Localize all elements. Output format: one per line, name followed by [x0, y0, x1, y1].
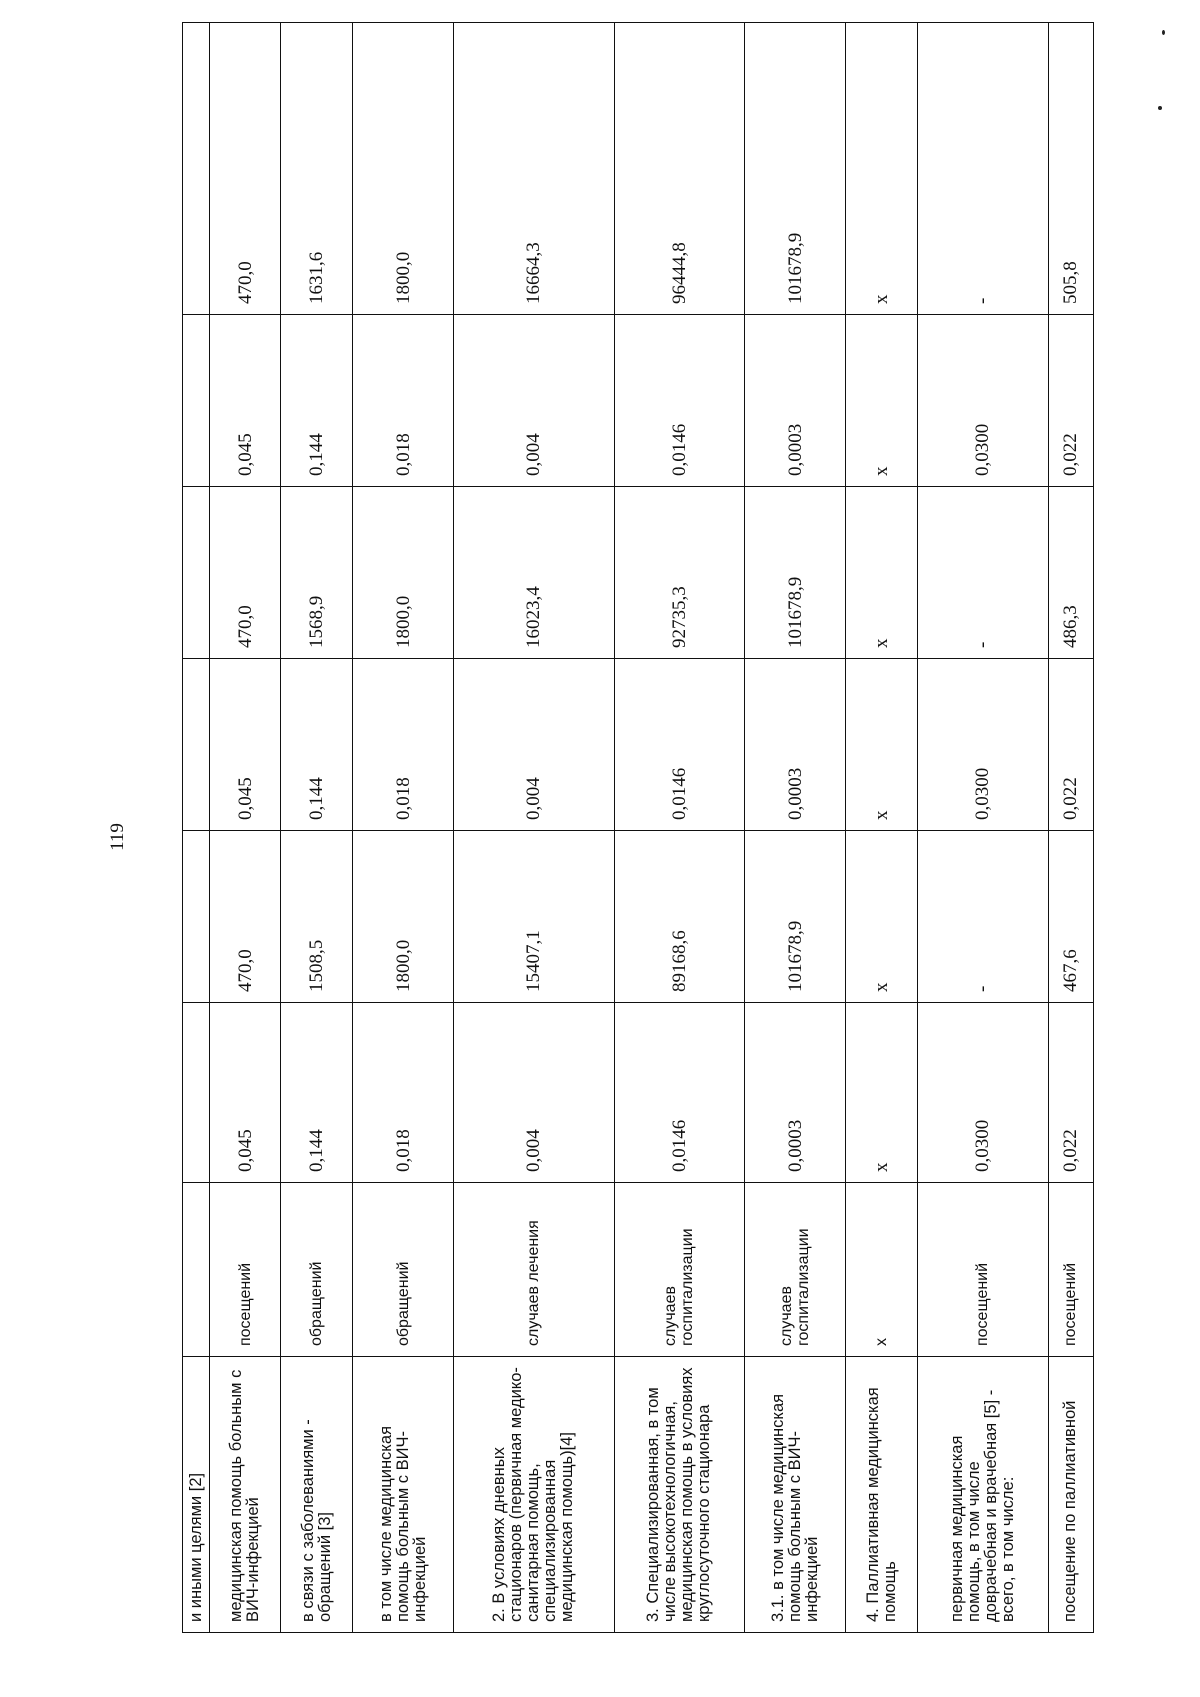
value-cell: 16664,3 — [454, 23, 614, 315]
row-label: первичная медицинская помощь, в том числе доврачебная и врачебная [5] - всего, в том числе: — [917, 1357, 1048, 1633]
value-cell: 15407,1 — [454, 831, 614, 1003]
table-row — [352, 23, 453, 1633]
table-row — [210, 23, 281, 1633]
value-cell: 0,0300 — [917, 659, 1048, 831]
value-cell: 470,0 — [210, 23, 281, 315]
value-cell: - — [917, 23, 1048, 315]
value-cell: 470,0 — [210, 831, 281, 1003]
row-label: 3. Специализированная, в том числе высокотехнологичная, медицинская помощь в условиях круглосуточного стационара — [614, 1357, 745, 1633]
value-cell: 0,004 — [454, 315, 614, 487]
table-row — [745, 23, 846, 1633]
unit-cell: посещений — [210, 1183, 281, 1357]
value-cell: 0,0300 — [917, 1003, 1048, 1183]
row-label: и иными целями [2] — [183, 1357, 210, 1633]
value-cell: 0,045 — [210, 1003, 281, 1183]
table-row — [917, 23, 1048, 1633]
table-row — [183, 23, 210, 1633]
value-cell: 0,018 — [352, 315, 453, 487]
table-row — [1048, 23, 1093, 1633]
value-cell: 1631,6 — [281, 23, 352, 315]
value-cell — [183, 1003, 210, 1183]
value-cell: x — [846, 1003, 917, 1183]
rotated-table-wrapper — [182, 23, 1094, 1633]
value-cell: 89168,6 — [614, 831, 745, 1003]
value-cell: 0,144 — [281, 315, 352, 487]
value-cell: 1800,0 — [352, 23, 453, 315]
scan-speck — [1162, 30, 1165, 35]
unit-cell: посещений — [1048, 1183, 1093, 1357]
unit-cell: случаев госпитализации — [745, 1183, 846, 1357]
table-row — [846, 23, 917, 1633]
value-cell: 101678,9 — [745, 487, 846, 659]
value-cell: 0,022 — [1048, 315, 1093, 487]
value-cell: 0,0300 — [917, 315, 1048, 487]
value-cell: 0,045 — [210, 659, 281, 831]
value-cell: 1568,9 — [281, 487, 352, 659]
value-cell: 1508,5 — [281, 831, 352, 1003]
value-cell: 1800,0 — [352, 487, 453, 659]
value-cell: 0,018 — [352, 1003, 453, 1183]
value-cell: 92735,3 — [614, 487, 745, 659]
value-cell: 101678,9 — [745, 23, 846, 315]
value-cell — [183, 23, 210, 315]
value-cell — [183, 487, 210, 659]
value-cell: 101678,9 — [745, 831, 846, 1003]
value-cell: 0,022 — [1048, 1003, 1093, 1183]
value-cell: x — [846, 831, 917, 1003]
unit-cell: случаев госпитализации — [614, 1183, 745, 1357]
value-cell: 486,3 — [1048, 487, 1093, 659]
value-cell: 505,8 — [1048, 23, 1093, 315]
value-cell — [183, 831, 210, 1003]
value-cell: 0,004 — [454, 659, 614, 831]
value-cell: 0,0003 — [745, 315, 846, 487]
value-cell: x — [846, 487, 917, 659]
value-cell: 0,045 — [210, 315, 281, 487]
row-label: 4. Паллиативная медицинская помощь — [846, 1357, 917, 1633]
value-cell: - — [917, 831, 1048, 1003]
table-row — [281, 23, 352, 1633]
value-cell: x — [846, 23, 917, 315]
data-table — [182, 22, 1094, 1633]
value-cell: x — [846, 659, 917, 831]
table-row — [454, 23, 614, 1633]
value-cell: x — [846, 315, 917, 487]
value-cell: 0,144 — [281, 1003, 352, 1183]
value-cell: 16023,4 — [454, 487, 614, 659]
value-cell: 0,022 — [1048, 659, 1093, 831]
value-cell — [183, 315, 210, 487]
value-cell: 0,004 — [454, 1003, 614, 1183]
value-cell: 0,0146 — [614, 1003, 745, 1183]
value-cell: 0,0003 — [745, 659, 846, 831]
unit-cell: x — [846, 1183, 917, 1357]
value-cell: 0,0146 — [614, 659, 745, 831]
value-cell: 467,6 — [1048, 831, 1093, 1003]
row-label: медицинская помощь больным с ВИЧ-инфекцией — [210, 1357, 281, 1633]
value-cell: 0,144 — [281, 659, 352, 831]
unit-cell: обращений — [281, 1183, 352, 1357]
value-cell: 470,0 — [210, 487, 281, 659]
unit-cell — [183, 1183, 210, 1357]
unit-cell: обращений — [352, 1183, 453, 1357]
row-label: посещение по паллиативной — [1048, 1357, 1093, 1633]
value-cell: 96444,8 — [614, 23, 745, 315]
value-cell — [183, 659, 210, 831]
unit-cell: случаев лечения — [454, 1183, 614, 1357]
value-cell: - — [917, 487, 1048, 659]
value-cell: 0,0146 — [614, 315, 745, 487]
scan-speck — [1158, 106, 1162, 110]
row-label: в связи с заболеваниями - обращений [3] — [281, 1357, 352, 1633]
row-label: 2. В условиях дневных стационаров (первичная медико-санитарная помощь, специализированная медицинская помощь)[4] — [454, 1357, 614, 1633]
page-number: 119 — [107, 823, 128, 851]
value-cell: 0,0003 — [745, 1003, 846, 1183]
value-cell: 1800,0 — [352, 831, 453, 1003]
value-cell: 0,018 — [352, 659, 453, 831]
row-label: в том числе медицинская помощь больным с ВИЧ-инфекцией — [352, 1357, 453, 1633]
row-label: 3.1. в том числе медицинская помощь больным с ВИЧ-инфекцией — [745, 1357, 846, 1633]
table-row — [614, 23, 745, 1633]
unit-cell: посещений — [917, 1183, 1048, 1357]
